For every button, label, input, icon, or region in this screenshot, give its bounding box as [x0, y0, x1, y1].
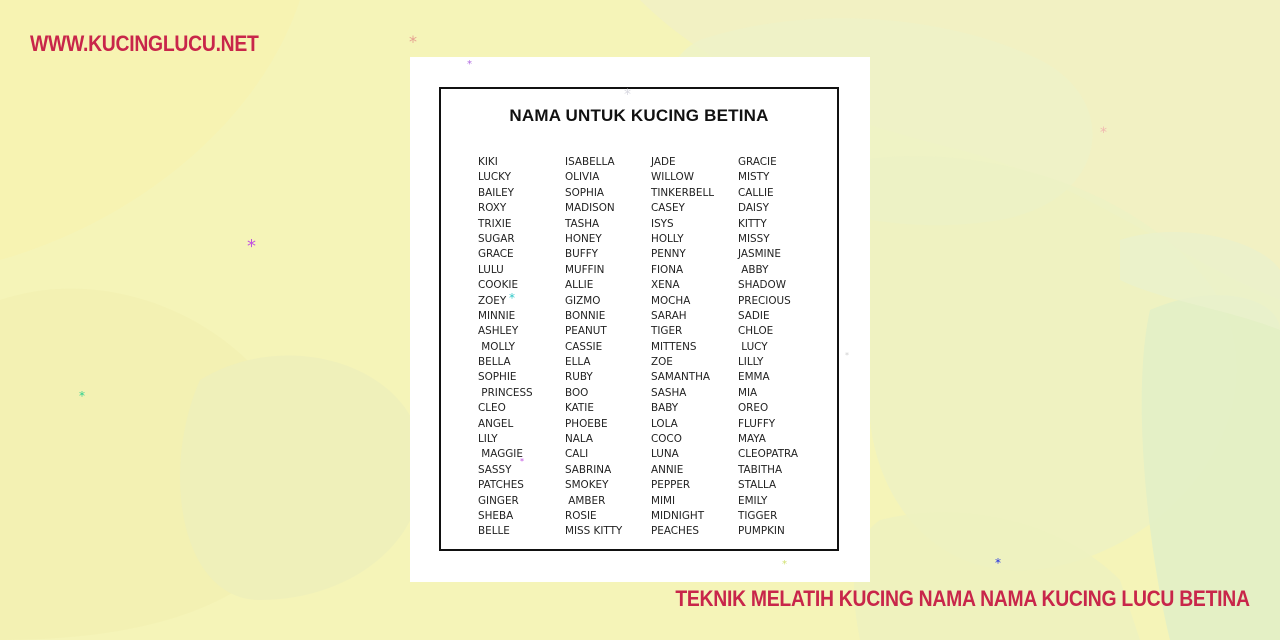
name-item: COOKIE: [478, 279, 519, 292]
name-item: ZOE: [651, 356, 673, 369]
name-item: SOPHIE: [478, 371, 517, 384]
name-item: PHOEBE: [565, 417, 608, 430]
name-item: FIONA: [651, 263, 684, 276]
name-item: TIGER: [651, 325, 683, 338]
name-item: BUFFY: [565, 248, 599, 261]
name-item: WILLOW: [651, 171, 694, 184]
star-icon: *: [1100, 125, 1107, 141]
name-item: MISSY: [738, 232, 770, 245]
name-item: ISABELLA: [565, 156, 615, 168]
name-item: MADISON: [565, 202, 615, 215]
name-item: PRINCESS: [478, 386, 533, 399]
name-item: HONEY: [565, 232, 602, 245]
name-item: ELLA: [565, 356, 591, 369]
star-icon: *: [409, 32, 417, 51]
name-item: HOLLY: [651, 232, 684, 245]
name-item: LUNA: [651, 448, 679, 461]
name-item: PEPPER: [651, 479, 691, 492]
name-item: ISYS: [651, 217, 674, 230]
caption-title: TEKNIK MELATIH KUCING NAMA NAMA KUCING LUCU BETINA: [675, 586, 1250, 611]
name-item: MIDNIGHT: [651, 509, 705, 522]
star-icon: *: [845, 351, 849, 360]
name-item: LILLY: [738, 356, 764, 369]
name-item: ZOEY: [478, 294, 507, 307]
document-title: NAMA UNTUK KUCING BETINA: [509, 106, 769, 125]
name-item: MOLLY: [478, 340, 515, 353]
name-item: ROSIE: [565, 509, 597, 522]
name-item: LILY: [478, 433, 498, 446]
name-item: SARAH: [651, 309, 687, 322]
name-item: BAILEY: [478, 186, 515, 199]
name-item: CALI: [565, 448, 589, 461]
name-item: TIGGER: [738, 509, 778, 522]
name-item: AMBER: [565, 494, 606, 507]
name-item: TABITHA: [738, 463, 783, 476]
name-item: LULU: [478, 263, 504, 276]
name-item: MUFFIN: [565, 263, 605, 276]
names-column-1: [478, 155, 533, 540]
name-list-image: [410, 57, 870, 582]
name-item: SHEBA: [478, 509, 514, 522]
name-item: ANNIE: [651, 463, 684, 476]
name-item: KATIE: [565, 402, 594, 415]
name-item: PEANUT: [565, 325, 607, 338]
name-item: ANGEL: [478, 417, 514, 430]
name-item: STALLA: [738, 479, 777, 492]
star-icon: *: [467, 59, 472, 70]
name-item: EMMA: [738, 371, 770, 384]
name-item: SASSY: [478, 463, 512, 476]
name-item: SUGAR: [478, 232, 515, 245]
star-icon: *: [624, 87, 631, 103]
name-item: SMOKEY: [565, 479, 609, 492]
name-item: SHADOW: [738, 279, 786, 292]
name-item: MISS KITTY: [565, 525, 623, 538]
name-item: LOLA: [651, 417, 678, 430]
name-item: GIZMO: [565, 294, 601, 307]
name-item: TASHA: [565, 217, 600, 230]
name-item: COCO: [651, 433, 682, 446]
name-item: SOPHIA: [565, 186, 605, 199]
name-item: RUBY: [565, 371, 593, 384]
name-item: PEACHES: [651, 525, 699, 538]
name-item: NALA: [565, 433, 594, 446]
names-column-4: [738, 155, 798, 540]
name-item: MAGGIE: [478, 448, 523, 461]
name-item: ROXY: [478, 202, 507, 215]
name-item: CASSIE: [565, 340, 603, 353]
name-item: MISTY: [738, 171, 770, 184]
name-item: MIA: [738, 386, 758, 399]
name-item: CHLOE: [738, 325, 774, 338]
name-item: DAISY: [738, 202, 769, 215]
name-item: BOO: [565, 386, 589, 399]
name-item: MINNIE: [478, 309, 516, 322]
name-item: CASEY: [651, 202, 685, 215]
name-item: MITTENS: [651, 340, 697, 353]
star-icon: *: [520, 457, 524, 466]
name-item: TRIXIE: [478, 217, 512, 230]
name-item: GRACIE: [738, 156, 777, 168]
name-item: CALLIE: [738, 186, 774, 199]
name-item: SADIE: [738, 309, 770, 322]
name-item: SASHA: [651, 386, 687, 399]
name-item: PENNY: [651, 248, 686, 261]
name-item: LUCY: [738, 340, 768, 353]
name-item: MOCHA: [651, 294, 691, 307]
name-item: EMILY: [738, 494, 768, 507]
name-item: ABBY: [738, 263, 769, 276]
name-item: PATCHES: [478, 479, 524, 492]
name-item: SAMANTHA: [651, 371, 711, 384]
names-column-3: [651, 155, 714, 540]
name-item: PUMPKIN: [738, 525, 785, 538]
name-item: SABRINA: [565, 463, 612, 476]
star-icon: *: [247, 236, 256, 257]
name-item: CLEOPATRA: [738, 448, 798, 461]
name-list-frame: [439, 87, 839, 551]
name-item: BONNIE: [565, 309, 606, 322]
name-item: KITTY: [738, 217, 767, 230]
site-title: WWW.KUCINGLUCU.NET: [30, 31, 259, 56]
name-item: ASHLEY: [478, 325, 519, 338]
name-item: BELLA: [478, 356, 511, 369]
star-icon: *: [79, 389, 85, 403]
name-item: LUCKY: [478, 171, 511, 184]
name-item: MIMI: [651, 494, 676, 507]
name-item: JADE: [651, 156, 676, 168]
name-item: CLEO: [478, 402, 506, 415]
name-item: JASMINE: [738, 248, 781, 261]
name-item: MAYA: [738, 433, 766, 446]
star-icon: *: [509, 291, 515, 305]
names-column-2: [565, 155, 622, 540]
name-item: FLUFFY: [738, 417, 776, 430]
name-item: TINKERBELL: [651, 186, 715, 199]
name-item: GRACE: [478, 248, 514, 261]
name-item: BELLE: [478, 525, 510, 538]
name-item: KIKI: [478, 156, 498, 168]
name-item: XENA: [651, 279, 680, 292]
name-item: OLIVIA: [565, 171, 600, 184]
star-icon: *: [782, 559, 787, 570]
star-icon: *: [995, 556, 1001, 570]
name-item: GINGER: [478, 494, 519, 507]
name-item: ALLIE: [565, 279, 594, 292]
name-item: OREO: [738, 402, 769, 415]
name-item: PRECIOUS: [738, 294, 791, 307]
name-item: BABY: [651, 402, 679, 415]
